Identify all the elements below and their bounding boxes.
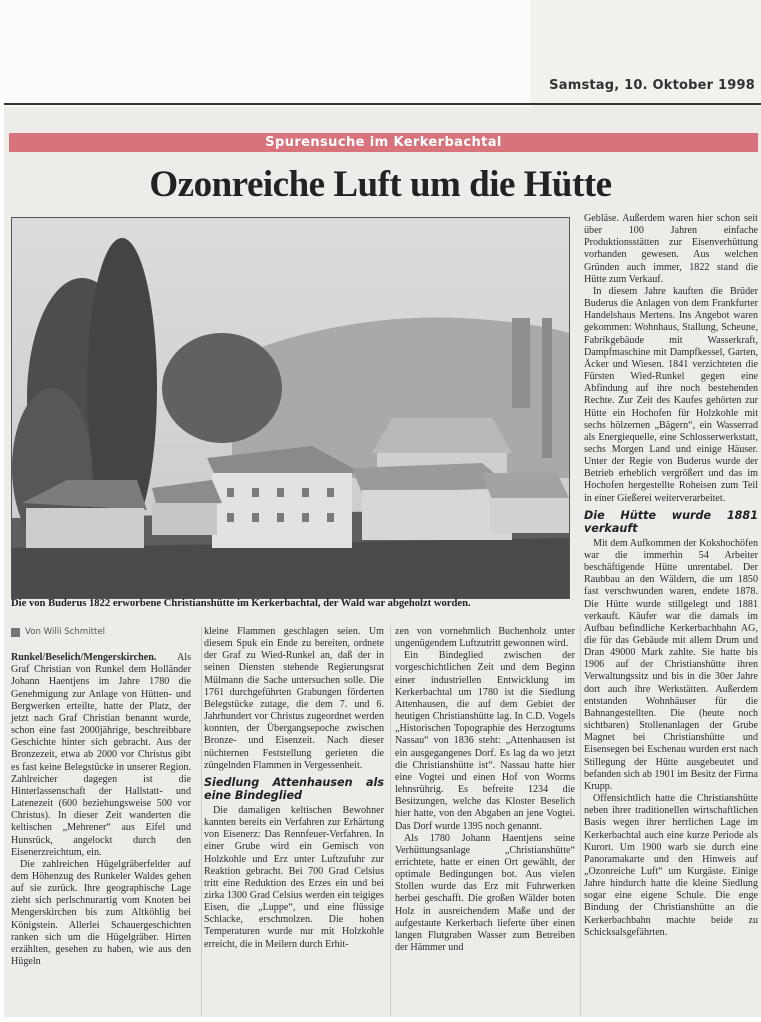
paragraph: Die zahlreichen Hügelgräberfelder auf dem Höhenzug des Runkeler Waldes gehen auf sie zurück. Ihre geographische Lage zieht sich perlschnurartig vom Knoten bei Mengerskirchen bis zum Altköhlig bei Königstein. Allerlei Schauergeschichten ranken sich um die Hügelgräber. Hirten erzählten, gesehen zu haben, wie aus den Hügeln <box>11 858 191 968</box>
column-4 <box>584 213 758 939</box>
christianshuette-photo-illustration <box>12 218 569 598</box>
byline-text: Von Willi Schmittel <box>25 627 106 637</box>
subheading-attenhausen: Siedlung Attenhausen als eine Bindeglied <box>204 775 384 802</box>
paragraph: Die damaligen keltischen Bewohner kannten bereits ein Verfahren zur Erhärtung von Eisenerz: Das Rennfeuer-Verfahren. In einer Grube wird ein Gemisch von Holzkohle und Erz unter Luftzufuhr zur Reaktion gebracht. Bei 700 Grad Celsius tritt eine Reduktion des Erzes ein und bei zirka 1300 Grad Celsius werden ein teigiges Eisen, die „Luppe“, und eine flüssige Schlacke, erschmolzen. Die hohen Temperaturen wurde nur mit Holzkohle erreicht, die in Meilern durch Erhit- <box>204 804 384 950</box>
lead-place: Runkel/Beselich/Mengerskirchen. <box>11 652 157 664</box>
lead-paragraph <box>11 652 191 859</box>
article-headline: Ozonreiche Luft um die Hütte <box>149 164 612 205</box>
section-kicker: Spurensuche im Kerkerbachtal <box>9 133 758 152</box>
paragraph: Ein Bindeglied zwischen der vorgeschichtlichen Zeit und dem Beginn einer industriellen Entwicklung im Kerkerbachtal um 1780 ist die Siedlung Attenhausen, die auf dem Gebiet der heutigen Christianshütte lag. In C.D. Vogels „Historischen Topographie des Herzogtums Nassau“ von 1836 steht: „Attenhausen ist ein ausgegangenes Dorf. Es lag da wo jetzt die Christianshütte ist“. Nassau hatte hier eine Vogtei und einen Hof von Worms lehnsrührig. Es befreite 1234 die Besitzungen, welche das Kloster Beselich hier hatte, von den Abgaben an jene Vogtei. Das Dorf wurde 1395 noch genannt. <box>395 650 575 832</box>
photo-caption: Die von Buderus 1822 erworbene Christianshütte im Kerkerbachtal, der Wald war abgeholzt worden. <box>11 598 471 609</box>
paragraph: Offensichtlich hatte die Christianshütte neben ihrer traditionellen wirtschaftlichen Basis wegen ihrer herrlichen Lage im Kerkerbachtal auch eine kurze Periode als Kurort. Um 1900 warb sie durch eine Panoramakarte und den Hinweis auf „Ozonreiche Luft“ um Kurgäste. Einige Jahre hindurch hatte die kleine Siedlung sogar eine eigene Schule. Die enge Bindung der Christianshütte an die Kerkerbachbahn machte beide zu Schicksalsgefährten. <box>584 793 758 938</box>
column-divider <box>390 626 391 1016</box>
paragraph-text: Als Graf Christian von Runkel dem Holländer Johann Haentjens im Jahre 1780 die Genehmigung zur Anlage von Hütten- und Bergwerken erteilte, hatte der Platz, der jetzt nach Graf Christian benannt wurde, schon eine fast 2000jährige, beschreibbare Geschichte hinter sich gebracht. Aus der Bronzezeit, etwa ab 2000 vor Christus gibt es fast keine Belegstücke in unserer Region. Zahlreicher dagegen ist die Hinterlassenschaft der Hallstatt- und Latenezeit (600 beziehungsweise 500 vor Christus). In dieser Zeit wanderten die keltischen „Mehrener“ aus Eifel und Hunsrück, angelockt durch den Eisenerzreichtum, ein. <box>11 652 191 858</box>
header-rule <box>4 103 761 105</box>
issue-date: Samstag, 10. Oktober 1998 <box>549 78 755 93</box>
subheading-1881: Die Hütte wurde 1881 verkauft <box>584 508 758 535</box>
column-3 <box>395 626 575 954</box>
byline <box>11 626 191 638</box>
paragraph: zen von vornehmlich Buchenholz unter ungenügendem Luftzutritt gewonnen wird. <box>395 626 575 650</box>
byline-square-icon <box>11 628 20 637</box>
paragraph: kleine Flammen geschlagen seien. Um diesem Spuk ein Ende zu bereiten, ordnete der Graf zu Wied-Runkel an, daß der in seinen Diensten stehende Regierungsrat Mülmann die Sache untersuchen solle. Die 1761 durchgeführten Grabungen förderten Belegstücke zutage, die dem 7. und 6. Jahrhundert vor Christus zugeordnet werden konnten, der Übergangsepoche zwischen Bronze- und Eisenzeit. Nach dieser nüchternen Feststellung gerieten die züngelnden Flammen in Vergessenheit. <box>204 626 384 771</box>
paragraph: Als 1780 Johann Haentjens seine Verhüttungsanlage „Christianshütte“ errichtete, hatte er einen Ort gewählt, der optimale Bedingungen bot. Aus vielen Stollen wurde das Erz mit Fuhrwerken herbei geschafft. Die großen Wälder boten Holz in ausreichendem Maße und der aufgestaute Kerkerbach lieferte über einen langen Flutgraben Wasser zum Betreiben der Hämmer und <box>395 832 575 954</box>
column-2 <box>204 626 384 951</box>
paragraph: In diesem Jahre kauften die Brüder Buderus die Anlagen von dem Frankfurter Handelshaus Mertens. Ins Angebot waren gekommen: Wohnhaus, Stallung, Scheune, Fabrikgebäude mit Wasserkraft, Dampfmaschine mit Dampfkessel, Garten, Äcker und Wiesen. 1841 verzichteten die Fürsten Wied-Runkel gegen eine Abfindung auf ihre noch bestehenden Rechte. Zur Zeit des Kaufes gehörten zur Hütte ein Hochofen für Holzkohle mit sechs hölzernen „Bägern“, ein Wasserrad als Energiequelle, eine Schlosserwerkstatt, sechs Morgen Land und einige Häuser. Unter der Regie von Buderus wurde der Betrieb erheblich vergrößert und das im Hochofen hergestellte Roheisen zum Teil in einer Gießerei weiterverarbeitet. <box>584 285 758 504</box>
paragraph: Gebläse. Außerdem waren hier schon seit über 100 Jahren einfache Produktionsstätten zur Eisenverhüttung vorhanden gewesen. Aus welchen Gründen auch immer, 1822 stand die Hütte zum Verkauf. <box>584 213 758 285</box>
column-1 <box>11 624 191 968</box>
historic-photo <box>11 217 570 599</box>
paragraph: Mit dem Aufkommen der Kokshochöfen war die immerhin 54 Arbeiter beschäftigende Hütte unrentabel. Der Raubbau an den Wäldern, die um 1850 fast verschwunden waren, endete 1878. Die Hütte wurde stillgelegt und 1881 verkauft. Käufer war die damals im Aufbau befindliche Kerkerbachbahn AG, die für das Gebäude mit allem Drum und Dran 49000 Mark zahlte. Sie hatte bis 1906 auf der Christianshütte ihren Verwaltungssitz und bis in die 30er Jahre dort auch ihre Werkstätten. Außerdem entstanden Wohnhäuser für die Bahnangestellten. Die (heute noch sichtbaren) Stollenanlagen der Grube Magnet bei Christianshütte und Eisensegen bei Eschenau wurden erst nach Stillegung der Hütte ausgebeutet und befanden sich ab 1901 im Besitz der Firma Krupp. <box>584 537 758 792</box>
column-divider <box>201 626 202 1016</box>
column-divider <box>580 626 581 1016</box>
